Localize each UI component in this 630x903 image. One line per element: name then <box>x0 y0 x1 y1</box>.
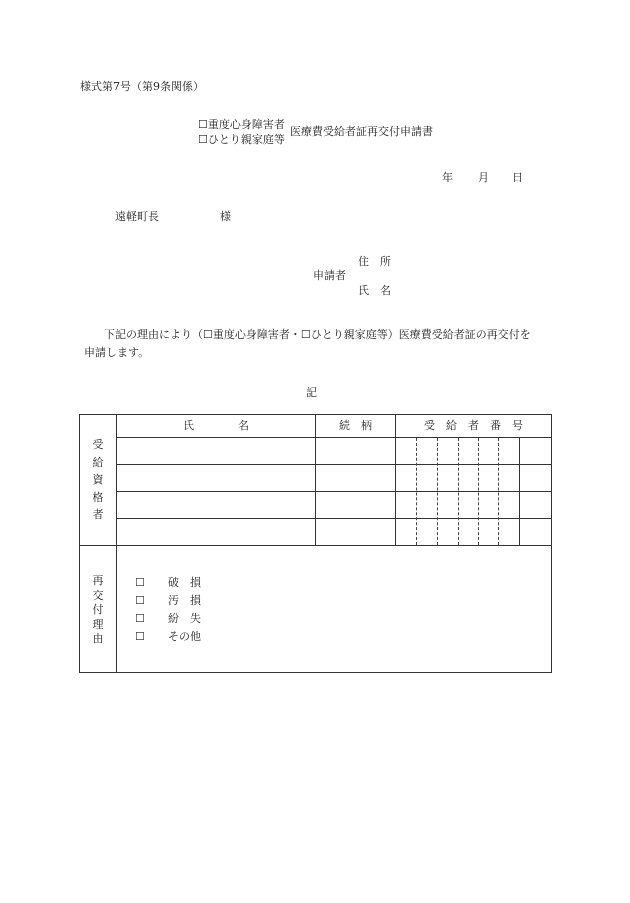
body-line-1: 下記の理由により（☐重度心身障害者・☐ひとり親家庭等）医療費受給者証の再交付を <box>104 328 531 341</box>
body-line-2: 申請します。 <box>84 346 150 359</box>
applicant-label: 申請者 <box>313 269 346 282</box>
form-number: 様式第7号（第9条関係） <box>80 80 204 93</box>
reason-label-damage: 破 損 <box>168 576 201 589</box>
document-title: 医療費受給者証再交付申請書 <box>290 125 433 138</box>
header-number: 受 給 者 番 号 <box>424 419 523 432</box>
reason-checkbox-other[interactable]: ☐ <box>135 630 145 643</box>
ki-heading: 記 <box>306 386 317 399</box>
reason-checkbox-soiled[interactable]: ☐ <box>135 594 145 607</box>
reason-label-lost: 紛 失 <box>168 612 201 625</box>
title-option-2: ☐ひとり親家庭等 <box>198 133 285 146</box>
recipient-vertical-label: 受 給 資 格 者 <box>92 438 104 521</box>
addressee-honorific: 様 <box>220 210 231 223</box>
header-relation: 続 柄 <box>339 419 372 432</box>
header-name: 氏 名 <box>183 419 249 432</box>
date-year: 年 <box>442 171 453 184</box>
addressee-name: 遠軽町長 <box>115 210 159 223</box>
date-day: 日 <box>512 171 523 184</box>
title-option-1: ☐重度心身障害者 <box>198 118 285 131</box>
date-month: 月 <box>478 171 489 184</box>
reason-label-soiled: 汚 損 <box>168 594 201 607</box>
reason-checkbox-damage[interactable]: ☐ <box>135 576 145 589</box>
reason-label-other: その他 <box>168 630 201 643</box>
reason-vertical-label: 再 交 付 理 由 <box>92 574 104 645</box>
address-label: 住 所 <box>358 255 391 268</box>
reason-checkbox-lost[interactable]: ☐ <box>135 612 145 625</box>
name-label: 氏 名 <box>358 284 391 297</box>
